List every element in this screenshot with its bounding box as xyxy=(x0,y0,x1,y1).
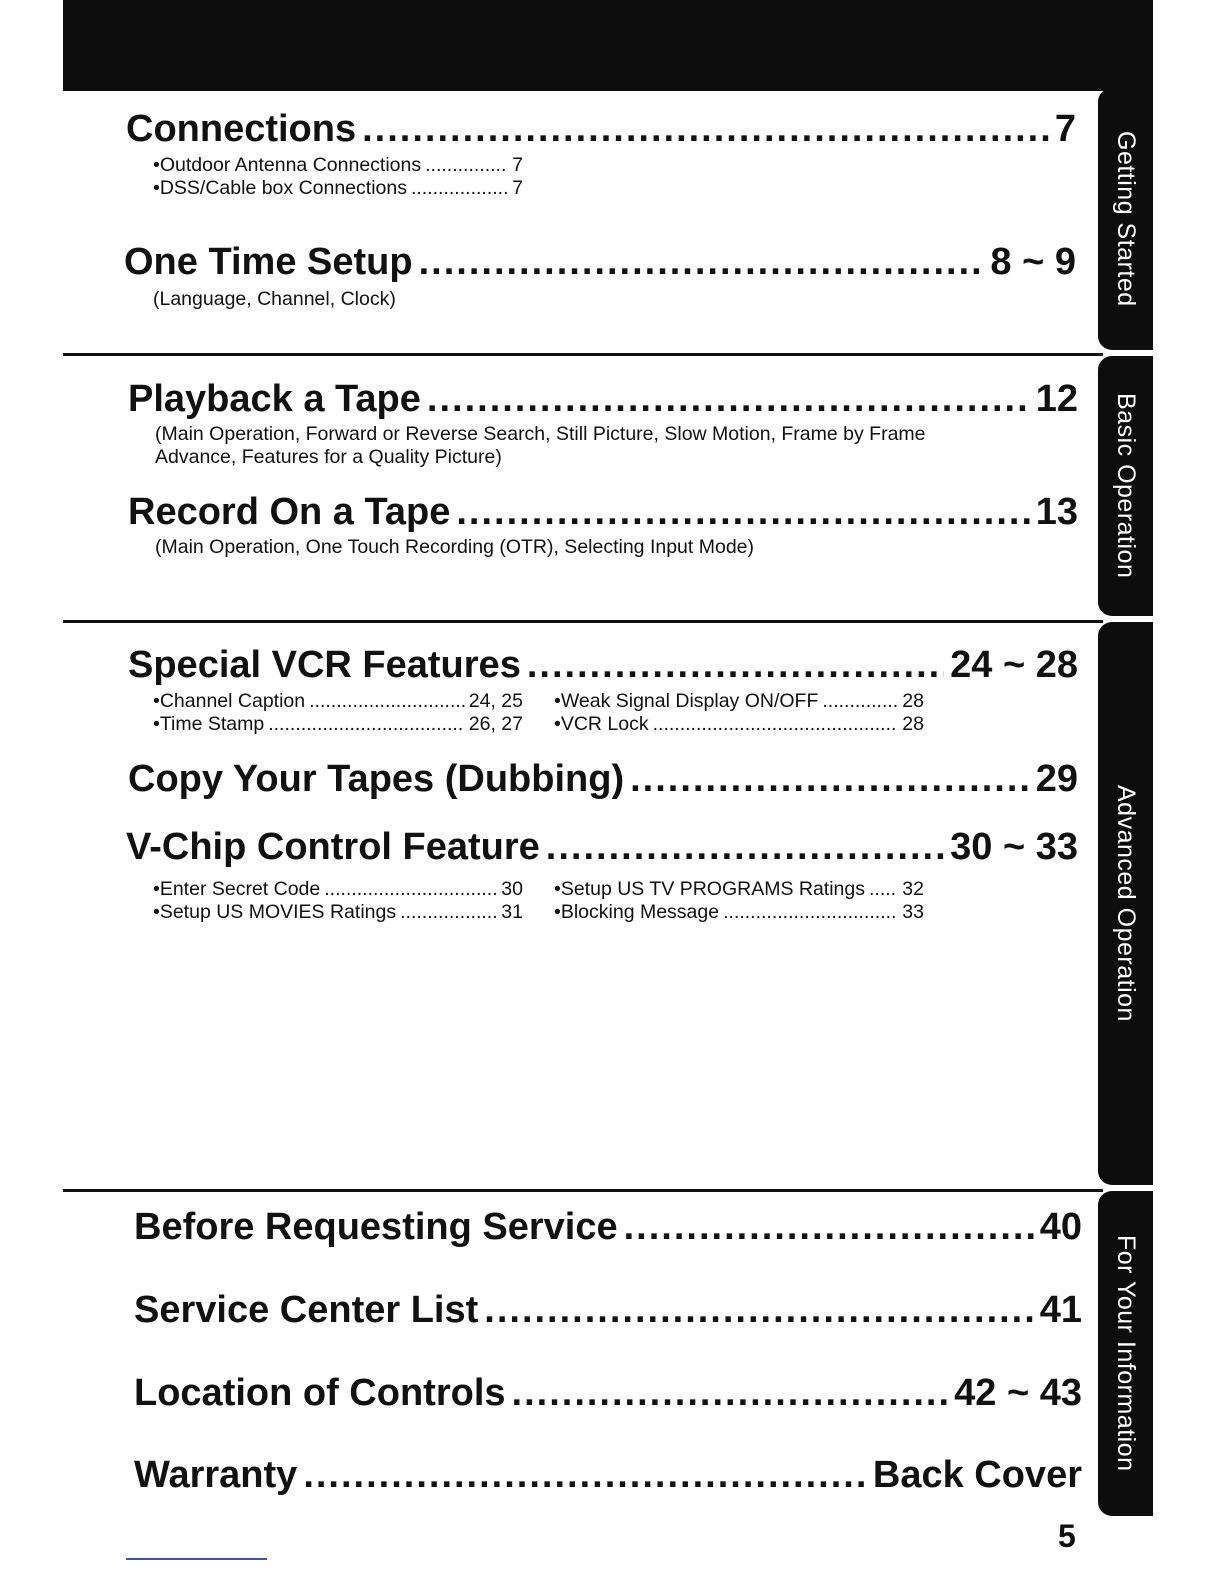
entry-page: 24 ~ 28 xyxy=(950,644,1078,686)
subitem-page: 24, 25 xyxy=(468,690,523,712)
section-divider xyxy=(63,1189,1103,1192)
dot-leader xyxy=(653,713,899,736)
toc-subitem[interactable] xyxy=(554,713,924,736)
subitem-page: 33 xyxy=(902,901,924,923)
dot-leader xyxy=(512,1374,949,1412)
subitem-label: VCR Lock xyxy=(560,713,649,735)
toc-subitem[interactable] xyxy=(153,713,523,736)
subitem-page: 31 xyxy=(501,901,523,923)
entry-page: 7 xyxy=(1054,108,1076,150)
toc-subitem[interactable] xyxy=(153,878,523,901)
dot-leader xyxy=(400,901,497,924)
dot-leader xyxy=(425,154,508,177)
dot-leader xyxy=(546,828,944,866)
entry-page: 8 ~ 9 xyxy=(990,241,1076,283)
toc-entry-v-chip[interactable] xyxy=(126,828,1078,866)
subitem-label: Blocking Message xyxy=(560,901,720,923)
entry-title: Special VCR Features xyxy=(128,644,521,686)
toc-entry-connections[interactable] xyxy=(126,110,1076,148)
dot-leader xyxy=(427,380,1030,418)
subitem-label: Enter Secret Code xyxy=(159,878,321,900)
entry-title: Warranty xyxy=(134,1454,298,1496)
toc-subitem[interactable] xyxy=(554,690,924,713)
entry-page: 13 xyxy=(1035,491,1078,533)
subitem-page: 30 xyxy=(501,878,523,900)
bullet: • xyxy=(554,713,561,735)
dot-leader xyxy=(869,878,898,901)
bullet: • xyxy=(554,901,561,923)
dot-leader xyxy=(822,690,898,713)
tab-label: For Your Information xyxy=(1112,1235,1140,1472)
entry-title: Service Center List xyxy=(134,1289,479,1331)
bullet: • xyxy=(153,878,160,900)
toc-entry-location-controls[interactable] xyxy=(134,1374,1082,1412)
toc-entry-record[interactable] xyxy=(128,493,1078,531)
tab-for-your-information[interactable] xyxy=(1098,1191,1153,1516)
dot-leader xyxy=(456,493,1029,531)
bullet: • xyxy=(554,878,561,900)
subitem-page: 28 xyxy=(902,690,924,712)
entry-title: Record On a Tape xyxy=(128,491,451,533)
subitem-page: 7 xyxy=(512,177,523,199)
entry-note: Advance, Features for a Quality Picture) xyxy=(155,446,502,468)
entry-note: (Main Operation, Forward or Reverse Search, Still Picture, Slow Motion, Frame by Frame xyxy=(155,423,926,445)
toc-subitem[interactable] xyxy=(554,878,924,901)
tab-label: Getting Started xyxy=(1112,131,1140,307)
bullet: • xyxy=(153,177,160,199)
entry-title: One Time Setup xyxy=(124,241,413,283)
page-number: 5 xyxy=(1058,1518,1076,1554)
subitem-label: Setup US TV PROGRAMS Ratings xyxy=(560,878,865,900)
toc-subitem[interactable] xyxy=(153,901,523,924)
entry-page: 42 ~ 43 xyxy=(954,1372,1082,1414)
toc-entry-playback[interactable] xyxy=(128,380,1078,418)
dot-leader xyxy=(324,878,497,901)
subitem-page: 7 xyxy=(512,154,523,176)
bullet: • xyxy=(153,154,160,176)
dot-leader xyxy=(624,1208,1034,1246)
footer-line xyxy=(126,1558,267,1560)
dot-leader xyxy=(723,901,898,924)
toc-entry-one-time-setup[interactable] xyxy=(124,243,1076,281)
bullet: • xyxy=(554,690,561,712)
entry-title: V-Chip Control Feature xyxy=(126,826,540,868)
subitem-label: Outdoor Antenna Connections xyxy=(159,154,422,176)
bullet: • xyxy=(153,713,160,735)
entry-title: Before Requesting Service xyxy=(134,1206,618,1248)
subitem-label: Weak Signal Display ON/OFF xyxy=(560,690,819,712)
section-divider xyxy=(63,353,1103,356)
entry-title: Location of Controls xyxy=(134,1372,506,1414)
toc-subitem[interactable] xyxy=(153,177,523,200)
entry-title: Copy Your Tapes (Dubbing) xyxy=(128,758,625,800)
dot-leader xyxy=(362,110,1049,148)
tab-basic-operation[interactable] xyxy=(1098,356,1153,616)
subitem-page: 26, 27 xyxy=(468,713,523,735)
bullet: • xyxy=(153,690,160,712)
entry-page: 40 xyxy=(1039,1206,1082,1248)
subitem-label: DSS/Cable box Connections xyxy=(159,177,407,199)
entry-title: Connections xyxy=(126,108,357,150)
dot-leader xyxy=(303,1456,867,1494)
header-bar xyxy=(63,0,1153,91)
toc-entry-before-service[interactable] xyxy=(134,1208,1082,1246)
dot-leader xyxy=(309,690,465,713)
entry-title: Playback a Tape xyxy=(128,378,421,420)
entry-page: 12 xyxy=(1035,378,1078,420)
entry-page: 41 xyxy=(1039,1289,1082,1331)
subitem-label: Time Stamp xyxy=(159,713,265,735)
dot-leader xyxy=(419,243,985,281)
toc-entry-special-vcr[interactable] xyxy=(128,646,1078,684)
subitem-label: Setup US MOVIES Ratings xyxy=(159,901,397,923)
bullet: • xyxy=(153,901,160,923)
subitem-page: 32 xyxy=(902,878,924,900)
entry-page: 30 ~ 33 xyxy=(950,826,1078,868)
dot-leader xyxy=(484,1291,1033,1329)
tab-advanced-operation[interactable] xyxy=(1098,622,1153,1185)
subitem-label: Channel Caption xyxy=(159,690,306,712)
tab-label: Advanced Operation xyxy=(1112,785,1140,1022)
dot-leader xyxy=(268,713,465,736)
toc-subitem[interactable] xyxy=(153,690,523,713)
tab-label: Basic Operation xyxy=(1112,393,1140,579)
subitem-page: 28 xyxy=(902,713,924,735)
entry-page: Back Cover xyxy=(872,1454,1082,1496)
dot-leader xyxy=(411,177,508,200)
tab-getting-started[interactable] xyxy=(1098,88,1153,350)
entry-note: (Main Operation, One Touch Recording (OTR), Selecting Input Mode) xyxy=(155,536,755,558)
entry-page: 29 xyxy=(1035,758,1078,800)
dot-leader xyxy=(630,760,1030,798)
toc-subitem[interactable] xyxy=(153,154,523,177)
dot-leader xyxy=(527,646,944,684)
section-divider xyxy=(63,620,1103,623)
entry-note: (Language, Channel, Clock) xyxy=(153,288,396,310)
toc-entry-warranty[interactable] xyxy=(134,1456,1082,1494)
toc-entry-dubbing[interactable] xyxy=(128,760,1078,798)
toc-entry-service-center[interactable] xyxy=(134,1291,1082,1329)
toc-subitem[interactable] xyxy=(554,901,924,924)
